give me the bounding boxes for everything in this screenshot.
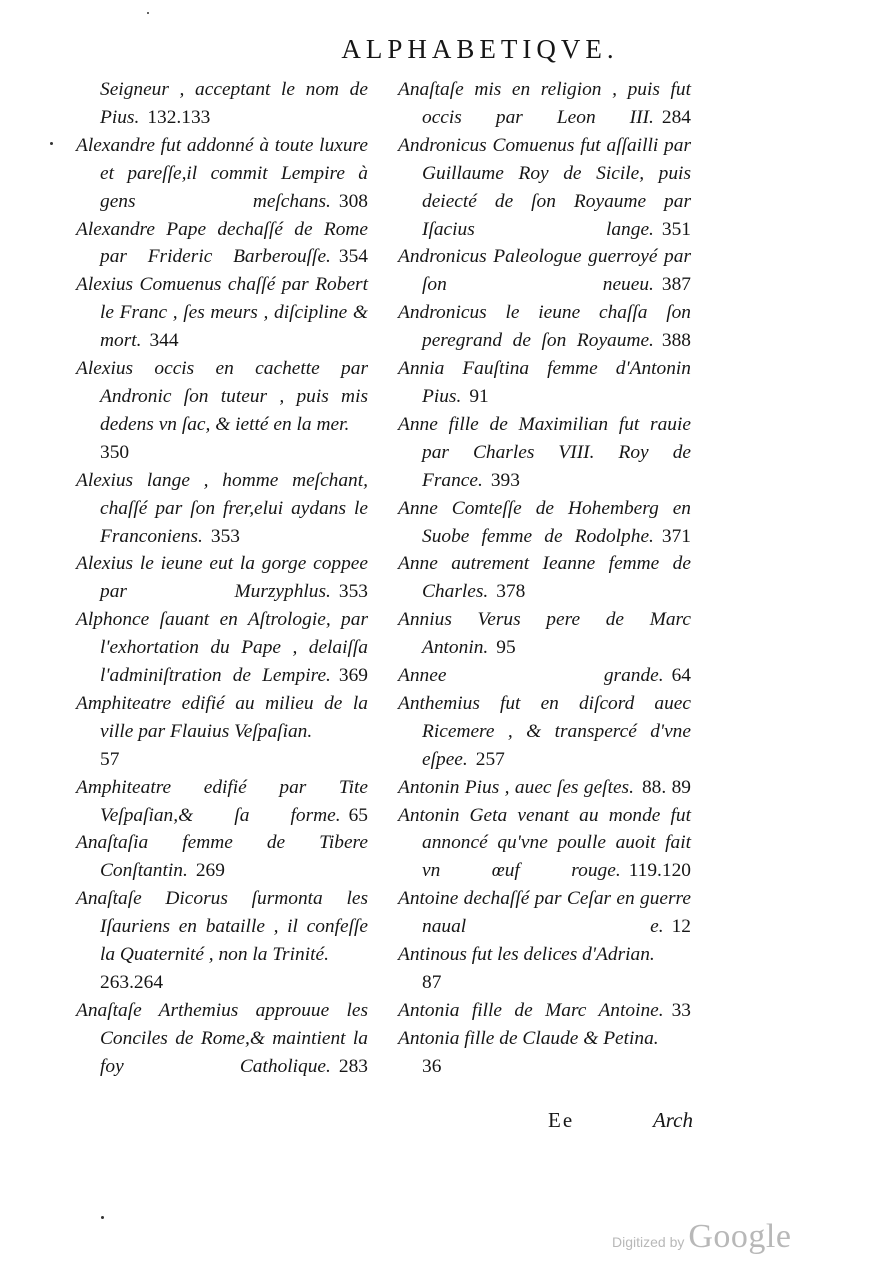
entry-page-number: 88. 89 — [641, 776, 691, 798]
entry-text: Alphonce ſauant en Aſtrologie, par l'exhortation du Pape , delaiſſa l'adminiſtration de Lempire. — [76, 609, 368, 687]
entry-text: Anaſtaſe Dicorus ſurmonta les Iſauriens en bataille , il confeſſe la Quaternité , non la Trinité. — [76, 888, 368, 966]
entry-page-number: 369 — [338, 665, 368, 687]
index-entry — [398, 774, 691, 802]
entry-text: Alexandre Pape dechaſſé de Rome par Frideric Barberouſſe. — [76, 218, 368, 268]
entry-page-number: 393 — [490, 469, 520, 491]
entry-page-number: 119.120 — [628, 860, 691, 882]
index-entry — [76, 271, 368, 355]
entry-page-number: 65 — [348, 804, 368, 826]
entry-text: Anaſtaſia femme de Tibere Conſtantin. — [76, 832, 368, 882]
index-column-left — [76, 76, 368, 1081]
index-entry — [398, 550, 691, 606]
index-entry — [398, 690, 691, 774]
entry-text: Andronicus Paleologue guerroyé par ſon neueu. — [398, 246, 691, 296]
index-entry — [76, 132, 368, 216]
index-entry — [398, 1025, 691, 1081]
entry-text: Antoine dechaſſé par Ceſar en guerre naual e. — [398, 888, 691, 938]
entry-text: Antonia fille de Marc Antoine. — [398, 999, 664, 1021]
entry-page-number: 283 — [338, 1055, 368, 1077]
watermark-prefix: Digitized by — [612, 1234, 685, 1250]
index-entry — [76, 355, 368, 467]
entry-text: Anaſtaſe mis en religion , puis fut occis par Leon III. — [398, 79, 691, 128]
entry-text: Antonin Geta venant au monde fut annoncé qu'vne poulle auoit fait vn œuf rouge. — [398, 804, 691, 882]
entry-page-number: 350 — [100, 441, 130, 463]
index-entry — [76, 885, 368, 997]
entry-page-number: 371 — [661, 525, 691, 547]
entry-page-number: 387 — [661, 274, 691, 296]
entry-page-number: 36 — [422, 1055, 442, 1077]
entry-text: Amphiteatre edifié par Tite Veſpaſian,& ſa forme. — [76, 776, 368, 826]
entry-page-number: 57 — [100, 748, 120, 770]
entry-text: Alexandre fut addonné à toute luxure et pareſſe,il commit Lempire à gens meſchans. — [76, 134, 368, 212]
index-entry — [398, 243, 691, 299]
ink-speck — [50, 142, 53, 145]
index-entry — [398, 132, 691, 244]
index-entry — [398, 997, 691, 1025]
entry-text: Alexius Comuenus chaſſé par Robert le Franc , ſes meurs , diſcipline & mort. — [76, 274, 368, 352]
entry-text: Anne Comteſſe de Hohemberg en Suobe femme de Rodolphe. — [398, 497, 691, 547]
entry-page-number: 12 — [671, 916, 691, 938]
entry-page-number: 91 — [469, 385, 489, 407]
entry-page-number: 354 — [338, 246, 368, 268]
index-entry — [398, 802, 691, 886]
entry-text: Alexius occis en cachette par Andronic ſon tuteur , puis mis dedens vn ſac, & ietté en la mer. — [76, 358, 368, 435]
entry-page-number: 263.264 — [100, 972, 164, 993]
index-entry — [398, 355, 691, 411]
entry-page-number: 344 — [149, 330, 179, 352]
entry-page-number: 132.133 — [147, 106, 211, 128]
catchword-line — [548, 1108, 693, 1133]
index-entry — [398, 299, 691, 355]
index-entry — [76, 606, 368, 690]
entry-text: Annia Fauſtina femme d'Antonin Pius. — [398, 358, 691, 407]
entry-text: Annee grande. — [398, 665, 664, 687]
index-column-right — [398, 76, 691, 1081]
entry-text: Amphiteatre edifié au milieu de la ville par Flauius Veſpaſian. — [76, 692, 368, 742]
index-entry — [76, 690, 368, 774]
index-entry — [76, 774, 368, 830]
entry-text: Andronicus le ieune chaſſa ſon peregrand de ſon Royaume. — [398, 302, 691, 352]
index-entry — [76, 550, 368, 606]
google-logo: Google — [688, 1218, 792, 1255]
entry-text: Anthemius fut en diſcord auec Ricemere , & transpercé d'vne eſpee. — [398, 692, 691, 770]
entry-text: Anaſtaſe Arthemius approuue les Conciles de Rome,& maintient la foy Catholique. — [76, 999, 368, 1077]
entry-page-number: 269 — [195, 860, 225, 882]
index-entry — [398, 885, 691, 941]
index-entry — [398, 606, 691, 662]
entry-text: Andronicus Comuenus fut aſſailli par Guillaume Roy de Sicile, puis deiecté de ſon Royaume par Iſacius lange. — [398, 134, 691, 240]
entry-page-number: 87 — [422, 972, 442, 993]
entry-text: Alexius le ieune eut la gorge coppee par Murzyphlus. — [76, 553, 368, 603]
ink-speck — [147, 12, 149, 14]
entry-text: Annius Verus pere de Marc Antonin. — [398, 609, 691, 659]
index-entry — [76, 216, 368, 272]
entry-page-number: 308 — [338, 190, 368, 212]
index-entry — [76, 76, 368, 132]
page-header: ALPHABETIQVE. — [341, 34, 619, 64]
catchword: Arch — [652, 1108, 693, 1132]
entry-page-number: 95 — [496, 637, 516, 659]
entry-text: Antonia fille de Claude & Petina. — [398, 1027, 659, 1049]
entry-page-number: 33 — [671, 999, 691, 1021]
entry-page-number: 64 — [671, 665, 691, 687]
entry-page-number: 378 — [496, 581, 526, 603]
entry-page-number: 284 — [661, 106, 691, 128]
entry-text: Alexius lange , homme meſchant, chaſſé par ſon frer,elui aydans le Franconiens. — [76, 469, 368, 547]
entry-page-number: 388 — [661, 330, 691, 352]
index-entry — [398, 495, 691, 551]
entry-page-number: 351 — [661, 218, 691, 240]
signature-mark: Ee — [548, 1108, 575, 1132]
ink-speck — [101, 1216, 104, 1219]
index-entry — [76, 467, 368, 551]
entry-page-number: 353 — [338, 581, 368, 603]
digitized-watermark — [612, 1218, 791, 1256]
index-entry — [398, 941, 691, 997]
entry-text: Anne fille de Maximilian fut rauie par Charles VIII. Roy de France. — [398, 413, 691, 491]
index-entry — [398, 76, 691, 132]
entry-page-number: 353 — [210, 525, 240, 547]
entry-text: Anne autrement Ieanne femme de Charles. — [398, 553, 691, 603]
index-entry — [76, 997, 368, 1081]
entry-text: Seigneur , acceptant le nom de Pius. — [100, 79, 368, 128]
entry-page-number: 257 — [475, 748, 505, 770]
index-entry — [398, 662, 691, 690]
index-entry — [398, 411, 691, 495]
index-entry — [76, 829, 368, 885]
entry-text: Antonin Pius , auec ſes geſtes. — [398, 776, 634, 798]
entry-text: Antinous fut les delices d'Adrian. — [398, 944, 655, 966]
